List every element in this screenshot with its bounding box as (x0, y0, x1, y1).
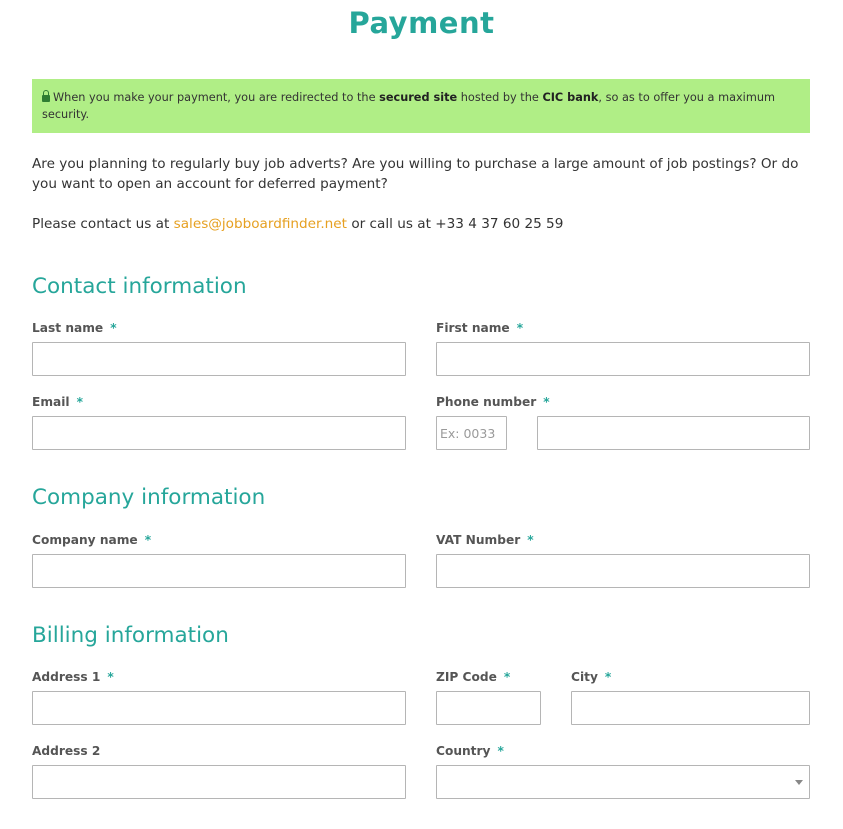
first-name-input[interactable] (436, 342, 810, 376)
first-name-label: First name * (436, 321, 524, 335)
country-label: Country * (436, 744, 504, 758)
address1-label: Address 1 * (32, 670, 114, 684)
sales-email-link[interactable]: sales@jobboardfinder.net (173, 216, 347, 232)
notice-secured-site: secured site (379, 91, 458, 104)
security-notice (32, 79, 810, 133)
address1-input[interactable] (32, 691, 406, 725)
intro-paragraph: Are you planning to regularly buy job adverts? Are you willing to purchase a large amount of job postings? Or do you want to open an account for deferred payment? (32, 156, 799, 192)
vat-label: VAT Number * (436, 533, 534, 547)
lock-icon (42, 95, 50, 102)
zip-input[interactable] (436, 691, 541, 725)
contact-section-heading: Contact information (32, 274, 247, 299)
email-input[interactable] (32, 416, 406, 450)
contact-line (32, 214, 812, 234)
chevron-down-icon (795, 780, 803, 785)
company-section-heading: Company information (32, 485, 266, 510)
city-input[interactable] (571, 691, 810, 725)
notice-bank-name: CIC bank (542, 91, 599, 104)
email-label: Email * (32, 395, 83, 409)
last-name-input[interactable] (32, 342, 406, 376)
phone-prefix-input[interactable]: Ex: 0033 (436, 416, 507, 450)
company-name-label: Company name * (32, 533, 152, 547)
contact-suffix: or call us at +33 4 37 60 25 59 (347, 216, 564, 232)
phone-number-input[interactable] (537, 416, 810, 450)
company-name-input[interactable] (32, 554, 406, 588)
vat-input[interactable] (436, 554, 810, 588)
notice-text-middle: hosted by the (457, 91, 543, 104)
last-name-label: Last name * (32, 321, 117, 335)
page-title: Payment (348, 6, 495, 40)
contact-prefix: Please contact us at (32, 216, 174, 232)
address2-input[interactable] (32, 765, 406, 799)
city-label: City * (571, 670, 612, 684)
zip-label: ZIP Code * (436, 670, 511, 684)
notice-text-after: , so as to offer you a maximum security. (42, 91, 775, 121)
address2-label: Address 2 (32, 744, 101, 758)
billing-section-heading: Billing information (32, 623, 229, 648)
phone-label: Phone number * (436, 395, 550, 409)
notice-text-before: When you make your payment, you are redirected to the (53, 91, 380, 104)
country-select[interactable] (436, 765, 810, 799)
